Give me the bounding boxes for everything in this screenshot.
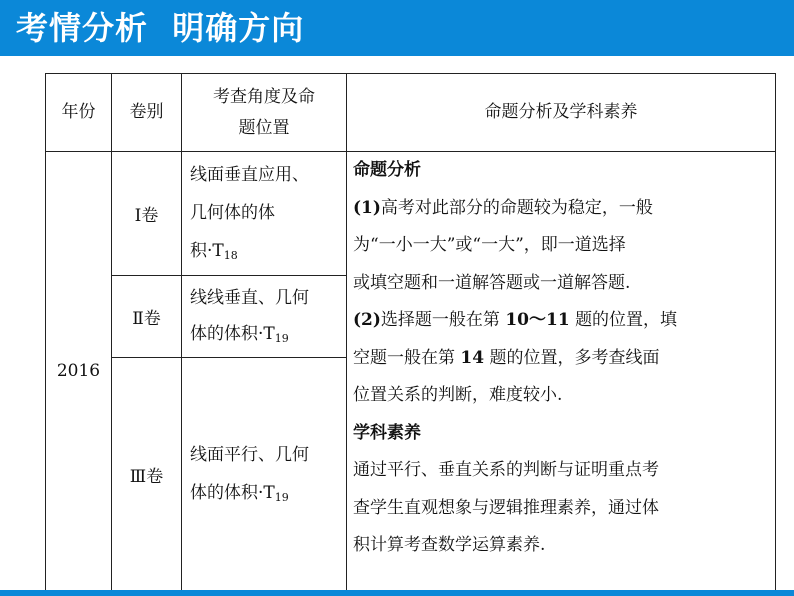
analysis-line: (1)高考对此部分的命题较为稳定，一般 xyxy=(353,197,653,218)
header-angle-line2: 题位置 xyxy=(238,117,290,138)
analysis-line: 查学生直观想象与逻辑推理素养，通过体 xyxy=(353,497,659,518)
topic-line: 体的体积$\cdot T_{19}$ xyxy=(190,482,289,504)
topic-line: 线面平行、几何 xyxy=(190,444,309,465)
page-title: 考情分析 明确方向 xyxy=(16,9,305,47)
topic-line: 体的体积$\cdot T_{19}$ xyxy=(190,324,289,345)
topic-line: 积$\cdot T_{18}$ xyxy=(190,241,238,262)
analysis-line: 位置关系的判断，难度较小. xyxy=(353,385,563,405)
analysis-line: 为“一小一大”或“一大”，即一道选择 xyxy=(353,235,626,255)
header-angle xyxy=(182,74,347,152)
topic-line: 几何体的体 xyxy=(190,203,275,223)
literacy-heading: 学科素养 xyxy=(353,422,421,443)
header-analysis: 命题分析及学科素养 xyxy=(347,74,776,152)
topic-cell xyxy=(182,276,347,358)
topic-cell xyxy=(182,358,347,591)
analysis-cell xyxy=(347,152,776,591)
header-volume: 卷别 xyxy=(112,74,182,152)
header-year: 年份 xyxy=(46,74,112,152)
volume-cell: Ⅱ卷 xyxy=(112,276,182,358)
topic-cell xyxy=(182,152,347,276)
title-banner xyxy=(0,0,794,56)
analysis-line: 空题一般在第 14 题的位置，多考查线面 xyxy=(353,347,660,368)
topic-line: 线面垂直应用、 xyxy=(190,165,309,185)
header-angle-line1: 考查角度及命 xyxy=(213,86,315,107)
analysis-heading: 命题分析 xyxy=(353,160,421,180)
exam-analysis-table xyxy=(45,73,776,591)
analysis-line: (2)选择题一般在第 10～11 题的位置，填 xyxy=(353,310,678,330)
header-row xyxy=(46,74,776,152)
topic-line: 线线垂直、几何 xyxy=(190,288,309,308)
year-cell: 2016 xyxy=(46,152,112,591)
bottom-bar xyxy=(0,590,794,596)
table-row xyxy=(46,152,776,276)
analysis-line: 积计算考查数学运算素养. xyxy=(353,535,546,555)
analysis-line: 通过平行、垂直关系的判断与证明重点考 xyxy=(353,460,659,480)
volume-cell: Ⅲ卷 xyxy=(112,358,182,591)
volume-cell: Ⅰ卷 xyxy=(112,152,182,276)
analysis-line: 或填空题和一道解答题或一道解答题. xyxy=(353,272,631,293)
